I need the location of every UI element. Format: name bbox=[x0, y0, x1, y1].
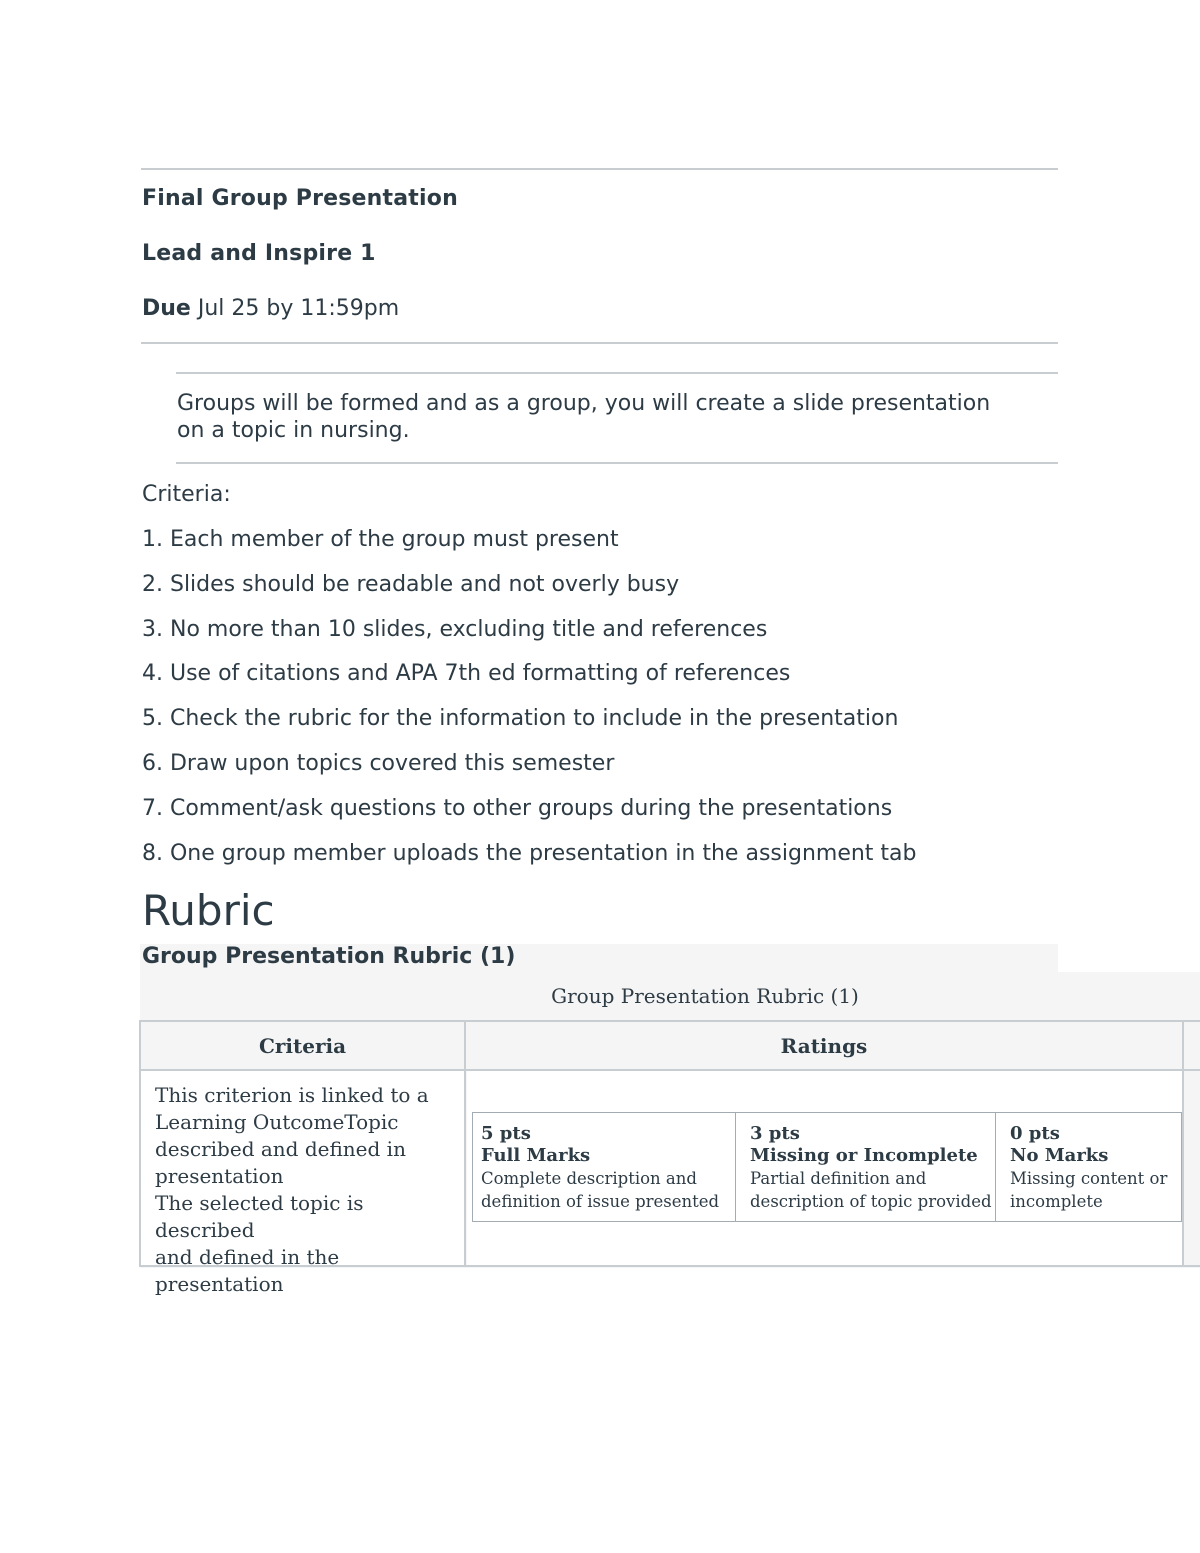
rating-points: 0 pts bbox=[1010, 1123, 1060, 1144]
rating-title: Full Marks bbox=[481, 1145, 591, 1166]
description-line: Groups will be formed and as a group, you will create a slide presentation bbox=[177, 391, 991, 416]
criteria-item: 5. Check the rubric for the information to include in the presentation bbox=[142, 706, 899, 731]
rating-content bbox=[1010, 1123, 1180, 1213]
rating-description: Missing content or bbox=[1010, 1169, 1168, 1188]
rating-description: Partial definition and bbox=[750, 1169, 927, 1188]
rating-points: 5 pts bbox=[481, 1123, 531, 1144]
rubric-heading: Rubric bbox=[142, 886, 275, 935]
table-border bbox=[139, 1020, 1200, 1022]
rating-description: Complete description and bbox=[481, 1169, 697, 1188]
criteria-item: 3. No more than 10 slides, excluding title and references bbox=[142, 617, 768, 642]
criterion-line: Learning OutcomeTopic bbox=[155, 1110, 399, 1134]
criterion-line: presentation bbox=[155, 1164, 284, 1188]
criteria-item: 1. Each member of the group must present bbox=[142, 527, 619, 552]
rating-description: definition of issue presented bbox=[481, 1192, 720, 1211]
criteria-item: 6. Draw upon topics covered this semester bbox=[142, 751, 615, 776]
rating-title: No Marks bbox=[1010, 1145, 1109, 1166]
criterion-description bbox=[155, 1082, 455, 1298]
criterion-line: The selected topic is described bbox=[155, 1191, 364, 1242]
due-value: Jul 25 by 11:59pm bbox=[197, 296, 400, 321]
table-border bbox=[1182, 1020, 1184, 1267]
description-top-divider bbox=[176, 372, 1058, 374]
rating-points: 3 pts bbox=[750, 1123, 800, 1144]
ratings-column-header: Ratings bbox=[780, 1034, 868, 1058]
criteria-label: Criteria: bbox=[142, 482, 231, 507]
header-bottom-divider bbox=[141, 342, 1058, 344]
criteria-item: 8. One group member uploads the presentation in the assignment tab bbox=[142, 841, 917, 866]
table-border bbox=[139, 1069, 1200, 1071]
course-name: Lead and Inspire 1 bbox=[142, 241, 376, 266]
assignment-description bbox=[177, 390, 1057, 444]
criterion-line: described and defined in bbox=[155, 1137, 406, 1161]
criteria-column-header: Criteria bbox=[258, 1034, 347, 1058]
criterion-line: This criterion is linked to a bbox=[155, 1083, 429, 1107]
rating-description: description of topic provided bbox=[750, 1192, 992, 1211]
rating-title: Missing or Incomplete bbox=[750, 1145, 978, 1166]
rubric-name: Group Presentation Rubric (1) bbox=[142, 944, 516, 969]
rating-description: incomplete bbox=[1010, 1192, 1103, 1211]
description-line: on a topic in nursing. bbox=[177, 418, 410, 443]
rubric-caption: Group Presentation Rubric (1) bbox=[551, 984, 859, 1008]
description-bottom-divider bbox=[176, 462, 1058, 464]
rating-content bbox=[481, 1123, 731, 1213]
criteria-item: 2. Slides should be readable and not overly busy bbox=[142, 572, 680, 597]
criteria-item: 7. Comment/ask questions to other groups during the presentations bbox=[142, 796, 893, 821]
assignment-title: Final Group Presentation bbox=[142, 186, 458, 211]
criteria-item: 4. Use of citations and APA 7th ed formatting of references bbox=[142, 661, 791, 686]
due-date bbox=[142, 296, 399, 321]
rating-content bbox=[750, 1123, 994, 1213]
criterion-line: and defined in the presentation bbox=[155, 1245, 340, 1296]
due-label: Due bbox=[142, 296, 191, 321]
top-divider bbox=[141, 168, 1058, 170]
